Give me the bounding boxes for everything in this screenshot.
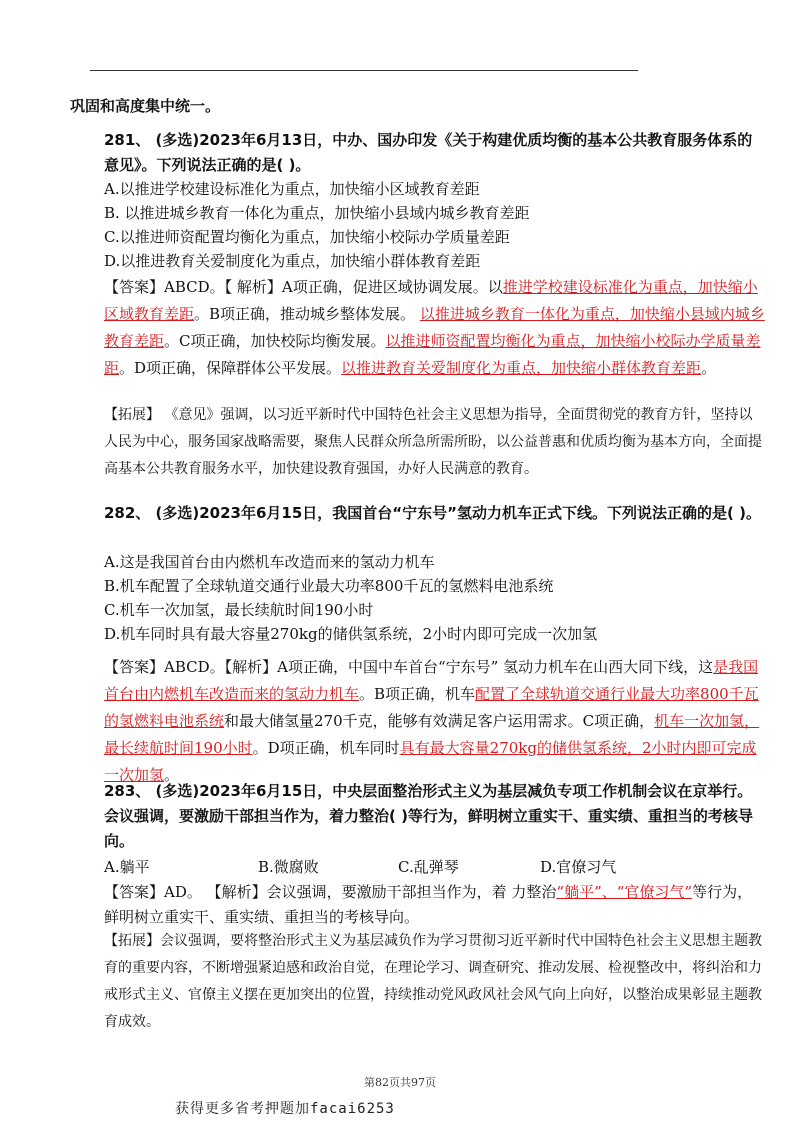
header-rule (90, 70, 638, 71)
q281-option-d: D.以推进教育关爱制度化为重点，加快缩小群体教育差距 (104, 252, 481, 270)
q281-option-b: B. 以推进城乡教育一体化为重点，加快缩小县域内城乡教育差距 (104, 204, 530, 222)
promo-text: 获得更多省考押题加facai6253 (175, 1101, 395, 1117)
q281-answer: 【答案】ABCD。【 解析】A项正确，促进区域协调发展。以推进学校建设标准化为重点，加快缩小区域教育差距。B项正确，推动城乡整体发展。 以推进城乡教育一体化为重点，加快缩小县域内城乡教育差距。C项正确，加快校际均衡发展。以推进师资配置均衡化为重点，加快缩小校际办学质量差距。D项正确，保障群体公平发展。以推进教育关爱制度化为重点，加快缩小群体教育差距。 (104, 278, 765, 377)
q283-option-b: B.微腐败 (258, 858, 319, 876)
q281-highlight-2: 以推进城乡教育一体化为重点，加快缩小县域内城乡教育差距 (104, 305, 765, 350)
q283-stem: 283、 (多选)2023年6月15日，中央层面整治形式主义为基层减负专项工作机制会议在京举行。会议强调，要激励干部担当作为，着力整治( )等行为，鲜明树立重实干、重实绩、重担当的考核导向。 (104, 782, 753, 850)
q282-option-a: A.这是我国首台由内燃机车改造而来的氢动力机车 (104, 553, 435, 571)
q281-highlight-4: 以推进教育关爱制度化为重点，加快缩小群体教育差距 (341, 359, 702, 377)
q281-option-a: A.以推进学校建设标准化为重点，加快缩小区域教育差距 (104, 180, 480, 198)
q283-option-d: D.官僚习气 (540, 858, 617, 876)
q281-option-c: C.以推进师资配置均衡化为重点，加快缩小校际办学质量差距 (104, 228, 510, 246)
q282-highlight-4: 具有最大容量270kg的储供氢系统，2小时内即可完成一次加氢 (104, 739, 757, 784)
q281-extension: 【拓展】 《意见》强调，以习近平新时代中国特色社会主义思想为指导，全面贯彻党的教育方针，坚持以人民为中心，服务国家战略需要，聚焦人民群众所急所需所盼，以公益普惠和优质均衡为基本方向，全面提高基本公共教育服务水平，加快建设教育强国，办好人民满意的教育。 (104, 407, 762, 477)
page-number: 第82页共97页 (364, 1076, 436, 1089)
q283-extension: 【拓展】会议强调，要将整治形式主义为基层减负作为学习贯彻习近平新时代中国特色社会主义思想主题教育的重要内容，不断增强紧迫感和政治自觉，在理论学习、调查研究、推动发展、检视整改中，将纠治和力戒形式主义、官僚主义摆在更加突出的位置，持续推动党风政风社会风气向上向好，以整治成果彰显主题教育成效。 (104, 933, 762, 1030)
q281-highlight-3: 以推进师资配置均衡化为重点，加快缩小校际办学质量差距 (104, 332, 761, 377)
q283-answer: 【答案】AD。 【解析】会议强调，要激励干部担当作为，着 力整治“躺平”、“官僚习气”等行为，鲜明树立重实干、重实绩、重担当的考核导向。 (104, 883, 753, 926)
q283-option-a: A.躺平 (104, 858, 150, 876)
q282-stem: 282、 (多选)2023年6月15日，我国首台“宁东号”氢动力机车正式下线。下列说法正确的是( )。 (104, 504, 761, 522)
q282-answer: 【答案】ABCD。【解析】A项正确，中国中车首台“宁东号” 氢动力机车在山西大同下线，这是我国首台由内燃机车改造而来的氢动力机车。B项正确，机车配置了全球轨道交通行业最大功率800千瓦的氢燃料电池系统和最大储氢量270千克，能够有效满足客户运用需求。C项正确，机车一次加氢，最长续航时间190小时。D项正确，机车同时具有最大容量270kg的储供氢系统，2小时内即可完成一次加氢。 (104, 658, 760, 784)
q282-highlight-3: 机车一次加氢，最长续航时间190小时 (104, 712, 760, 757)
q282-option-c: C.机车一次加氢，最长续航时间190小时 (104, 601, 374, 619)
q282-option-d: D.机车同时具有最大容量270kg的储供氢系统，2小时内即可完成一次加氢 (104, 625, 598, 643)
q283-option-c: C.乱弹琴 (398, 858, 459, 876)
q282-highlight-1: 是我国首台由内燃机车改造而来的氢动力机车 (104, 658, 759, 703)
q282-option-b: B.机车配置了全球轨道交通行业最大功率800千瓦的氢燃料电池系统 (104, 577, 554, 595)
q281-stem: 281、 (多选)2023年6月13日，中办、国办印发《关于构建优质均衡的基本公共教育服务体系的意见》。下列说法正确的是( )。 (104, 131, 753, 174)
continuation-line: 巩固和高度集中统一。 (70, 97, 221, 115)
q281-highlight-1: 推进学校建设标准化为重点，加快缩小区域教育差距 (104, 278, 758, 323)
q283-highlight-1: “躺平”、“官僚习气” (556, 883, 693, 901)
q282-highlight-2: 配置了全球轨道交通行业最大功率800千瓦的氢燃料电池系统 (104, 685, 759, 730)
